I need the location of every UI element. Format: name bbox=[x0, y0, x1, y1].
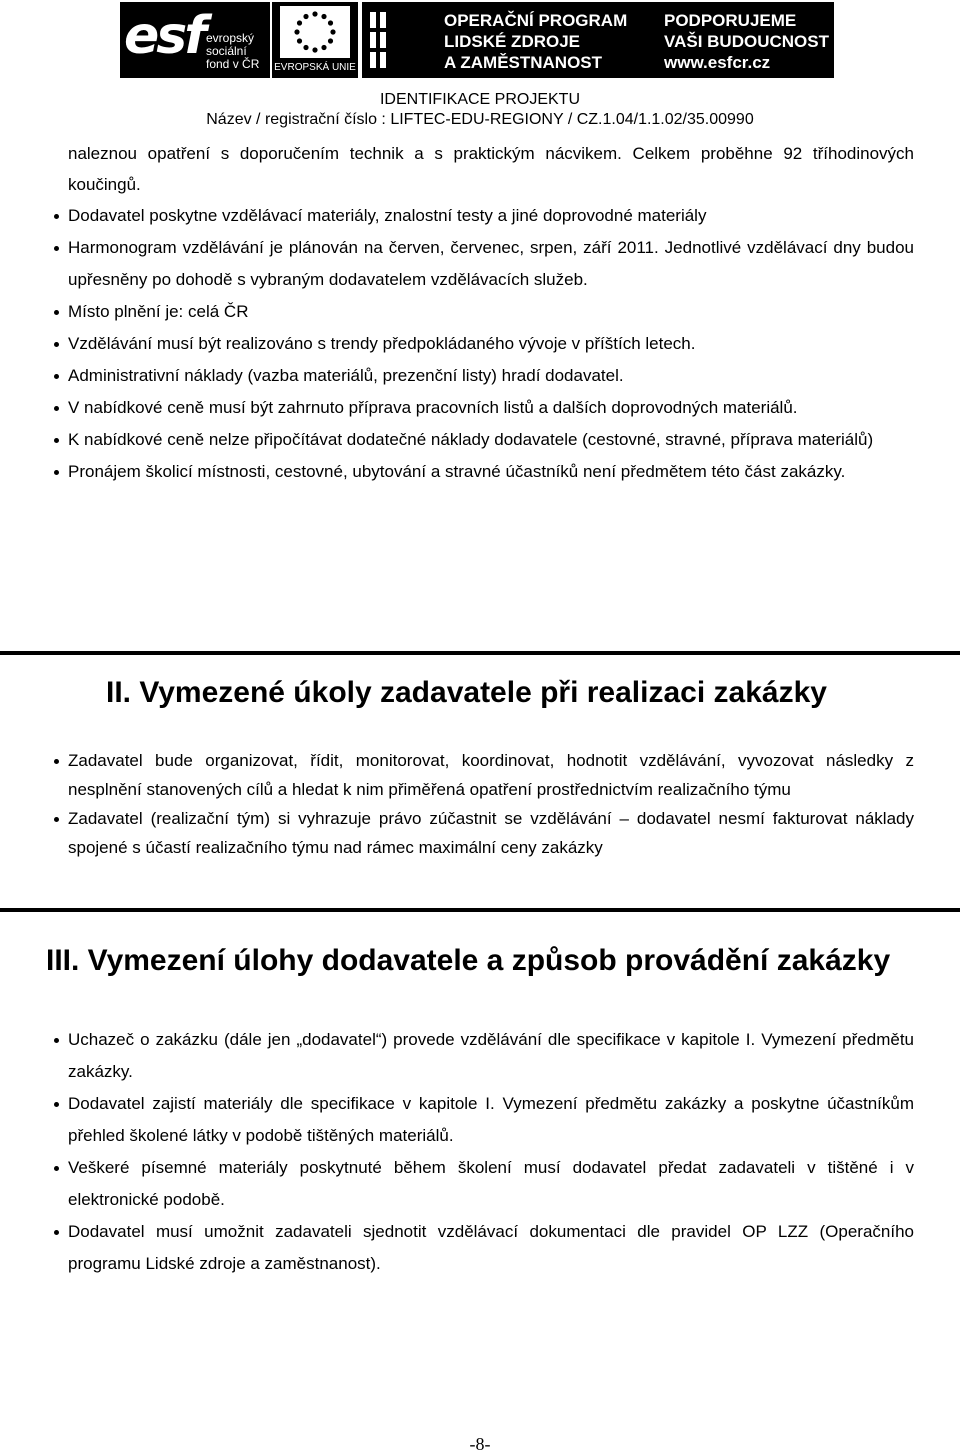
bullet-icon bbox=[54, 342, 59, 347]
list-item: Administrativní náklady (vazba materiálů, prezenční listy) hradí dodavatel. bbox=[0, 360, 914, 392]
bullet-icon bbox=[54, 214, 59, 219]
section-divider bbox=[0, 651, 960, 655]
eu-logo-text: EVROPSKÁ UNIE bbox=[274, 62, 356, 73]
list-item: Veškeré písemné materiály poskytnuté během školení musí dodavatel předat zadavateli v tištěné i v elektronické podobě. bbox=[0, 1152, 914, 1216]
list-item: V nabídkové ceně musí být zahrnuto příprava pracovních listů a dalších doprovodných materiálů. bbox=[0, 392, 914, 424]
esf-logo-text: evropský sociální fond v ČR bbox=[206, 31, 260, 71]
project-identification bbox=[0, 90, 960, 130]
support-logo-text: PODPORUJEME VAŠI BUDOUCNOST www.esfcr.cz bbox=[664, 11, 829, 72]
page-number: -8- bbox=[469, 1434, 491, 1454]
bullet-icon bbox=[54, 470, 59, 475]
bullet-icon bbox=[54, 406, 59, 411]
op-logo bbox=[362, 2, 656, 78]
requirements-list bbox=[0, 200, 960, 488]
bullet-icon bbox=[54, 1038, 59, 1043]
bullet-icon bbox=[54, 246, 59, 251]
esf-logo-letters: esf bbox=[124, 6, 204, 66]
list-item: Uchazeč o zakázku (dále jen „dodavatel“) provede vzdělávání dle specifikace v kapitole I. Vymezení předmětu zakázky. bbox=[0, 1024, 914, 1088]
support-logo bbox=[656, 2, 834, 78]
list-item: Dodavatel zajistí materiály dle specifikace v kapitole I. Vymezení předmětu zakázky a poskytne účastníkům přehled školené látky v podobě tištěných materiálů. bbox=[0, 1088, 914, 1152]
list-item: Dodavatel poskytne vzdělávací materiály, znalostní testy a jiné doprovodné materiály bbox=[0, 200, 914, 232]
section-2-list bbox=[0, 746, 960, 862]
eu-logo bbox=[272, 2, 358, 78]
project-title: IDENTIFIKACE PROJEKTU bbox=[379, 91, 581, 108]
list-item: Harmonogram vzdělávání je plánován na červen, červenec, srpen, září 2011. Jednotlivé vzdělávací dny budou upřesněny po dohodě s vybraným dodavatelem vzdělávacích služeb. bbox=[0, 232, 914, 296]
section-3-list bbox=[0, 1024, 960, 1280]
section-divider bbox=[0, 908, 960, 912]
op-logo-text: OPERAČNÍ PROGRAM LIDSKÉ ZDROJE A ZAMĚSTNANOST bbox=[444, 11, 628, 72]
list-item: Zadavatel bude organizovat, řídit, monitorovat, koordinovat, hodnotit vzdělávání, vyvozovat následky z nesplnění stanovených cílů a hledat k nim přiměřená opatření prostřednictvím realizačního týmu bbox=[0, 746, 914, 804]
bullet-icon bbox=[54, 817, 59, 822]
bullet-icon bbox=[54, 759, 59, 764]
esf-logo bbox=[120, 2, 270, 78]
list-item: Dodavatel musí umožnit zadavateli sjednotit vzdělávací dokumentaci dle pravidel OP LZZ (Operačního programu Lidské zdroje a zaměstnanost). bbox=[0, 1216, 914, 1280]
bullet-icon bbox=[54, 310, 59, 315]
eu-flag-icon bbox=[280, 6, 350, 58]
bullet-icon bbox=[54, 1230, 59, 1235]
bullet-icon bbox=[54, 438, 59, 443]
continuation-paragraph: naleznou opatření s doporučením technik a s praktickým nácvikem. Celkem proběhne 92 tříhodinových koučingů. bbox=[68, 144, 914, 194]
list-item: Vzdělávání musí být realizováno s trendy předpokládaného vývoje v příštích letech. bbox=[0, 328, 914, 360]
list-item: Zadavatel (realizační tým) si vyhrazuje právo zúčastnit se vzdělávání – dodavatel nesmí fakturovat náklady spojené s účastí realizačního týmu nad rámec maximální ceny zakázky bbox=[0, 804, 914, 862]
project-id: Název / registrační číslo : LIFTEC-EDU-REGIONY / CZ.1.04/1.1.02/35.00990 bbox=[206, 111, 754, 128]
section-2-heading: II. Vymezené úkoly zadavatele při realizaci zakázky bbox=[106, 676, 827, 709]
bullet-icon bbox=[54, 1166, 59, 1171]
list-item: Místo plnění je: celá ČR bbox=[0, 296, 914, 328]
list-item: Pronájem školicí místnosti, cestovné, ubytování a stravné účastníků není předmětem této část zakázky. bbox=[0, 456, 914, 488]
bullet-icon bbox=[54, 1102, 59, 1107]
page-header bbox=[0, 0, 960, 88]
bullet-icon bbox=[54, 374, 59, 379]
op-mark-icon bbox=[368, 12, 390, 68]
section-3-heading: III. Vymezení úlohy dodavatele a způsob provádění zakázky bbox=[46, 944, 891, 977]
list-item: K nabídkové ceně nelze připočítávat dodatečné náklady dodavatele (cestovné, stravné, příprava materiálů) bbox=[0, 424, 914, 456]
